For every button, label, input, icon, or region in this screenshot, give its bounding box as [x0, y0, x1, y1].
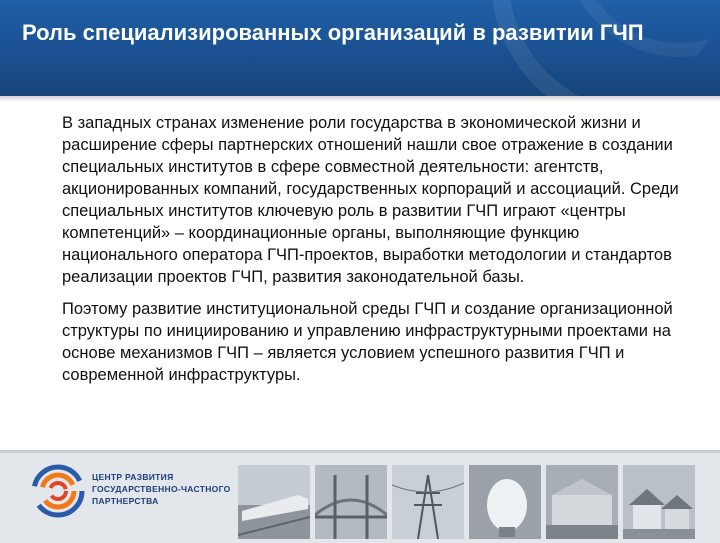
power-lines-photo	[392, 465, 464, 539]
logo-line-2: ГОСУДАРСТВЕННО-ЧАСТНОГО	[92, 484, 231, 494]
houses-photo	[623, 465, 695, 539]
lightbulb-photo	[469, 465, 541, 539]
slide-title: Роль специализированных организаций в развитии ГЧП	[22, 20, 644, 45]
header-shadow	[0, 96, 720, 102]
slide-header	[0, 0, 720, 96]
stadium-photo	[546, 465, 618, 539]
body-paragraph-2: Поэтому развитие институциональной среды ГЧП и создание организационной структуры по инициированию и управлению инфраструктурными проектами на основе механизмов ГЧП – является условием успешного развития ГЧП и современной инфраструктуры.	[62, 300, 673, 384]
decorative-arcs	[420, 0, 720, 110]
slide-body	[62, 112, 687, 386]
bridge-photo	[315, 465, 387, 539]
logo-line-1: ЦЕНТР РАЗВИТИЯ	[92, 472, 174, 482]
logo-line-3: ПАРТНЕРСТВА	[92, 496, 159, 506]
ppp-center-logo	[30, 463, 86, 519]
footer-banner	[0, 450, 720, 543]
train-photo	[238, 465, 310, 539]
logo-caption	[92, 471, 232, 507]
body-paragraph-1: В западных странах изменение роли государства в экономической жизни и расширение сферы партнерских отношений нашли свое отражение в создании специальных институтов в сфере совместной деятельности: агентств, акционированных компаний, государственных корпораций и ассоциаций. Среди специальных институтов ключевую роль в развитии ГЧП играют «центры компетенций» – координационные органы, выполняющие функцию национального оператора ГЧП-проектов, выработки методологии и стандартов реализации проектов ГЧП, развития законодательной базы.	[62, 114, 679, 286]
